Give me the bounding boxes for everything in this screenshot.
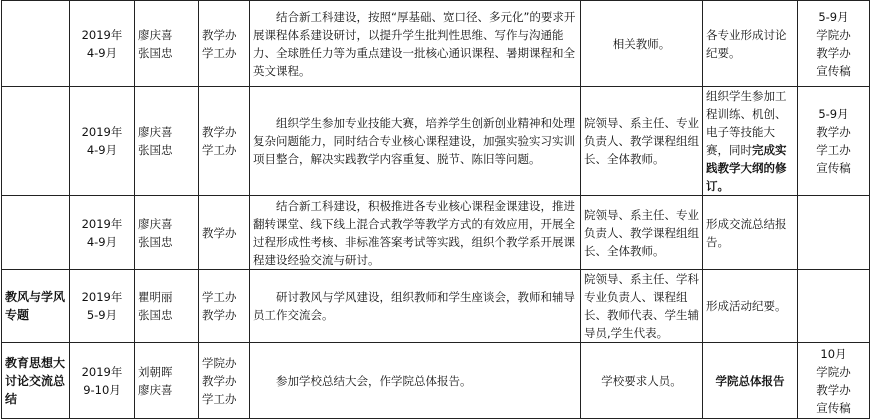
owner-name: 刘朝晖 <box>138 364 173 379</box>
owner-name: 廖庆喜 <box>138 382 173 397</box>
time-months: 5-9月 <box>86 308 118 322</box>
owner-name: 张国忠 <box>138 143 173 157</box>
owner-name: 瞿明丽 <box>138 290 173 304</box>
time-year: 2019年 <box>81 27 123 42</box>
plan-table <box>1 0 870 419</box>
time-cell <box>70 270 135 343</box>
publicity-line: 教学办 <box>816 45 851 60</box>
time-cell <box>70 196 135 270</box>
publicity-cell <box>798 270 870 343</box>
time-year: 2019年 <box>81 290 123 304</box>
outcome-cell <box>703 87 798 196</box>
time-year: 2019年 <box>81 216 123 231</box>
category-cell <box>2 87 70 196</box>
owner-cell <box>135 270 199 343</box>
publicity-line: 5-9月 <box>818 107 849 121</box>
participants-cell: 院领导、系主任、学科专业负责人、课程组长、教师代表、学生辅导员,学生代表。 <box>581 270 703 343</box>
outcome-text: 形成活动纪要。 <box>706 299 787 313</box>
dept-cell <box>199 343 250 419</box>
dept-name: 教学办 <box>202 27 237 42</box>
dept-cell <box>199 270 250 343</box>
outcome-bold-text: 完成实践教学大纲的修订。 <box>706 143 787 193</box>
owner-name: 廖庆喜 <box>138 27 173 42</box>
content-cell: 参加学校总结大会，作学院总体报告。 <box>250 343 581 419</box>
table-row <box>2 270 870 343</box>
dept-name: 学院办 <box>202 355 237 370</box>
dept-name: 教学办 <box>202 308 237 322</box>
time-months: 4-9月 <box>86 234 118 249</box>
owner-name: 张国忠 <box>138 234 173 249</box>
time-cell <box>70 343 135 419</box>
owner-name: 张国忠 <box>138 45 173 60</box>
publicity-line: 宣传稿 <box>816 161 851 175</box>
publicity-line: 学院办 <box>816 27 851 42</box>
dept-name: 教学办 <box>202 373 237 388</box>
content-cell: 结合新工科建设，积极推进各专业核心课程金课建设，推进翻转课堂、线下线上混合式教学等教学方式的有效应用，开展全过程形成性考核、非标准答案考试等实践，组织个教学系开展课程建设经验交流与研讨。 <box>250 196 581 270</box>
content-cell: 结合新工科建设，按照“厚基础、宽口径、多元化”的要求开展课程体系建设研讨，以提升学生批判性思维、写作与沟通能力、全球胜任力等为重点建设一批核心通识课程、暑期课程和全英文课程。 <box>250 1 581 87</box>
owner-cell <box>135 1 199 87</box>
publicity-line: 教学办 <box>816 382 851 397</box>
dept-cell <box>199 196 250 270</box>
owner-cell <box>135 343 199 419</box>
owner-name: 廖庆喜 <box>138 216 173 231</box>
category-cell: 教风与学风专题 <box>2 270 70 343</box>
outcome-text: 组织学生参加工程训练、机创、电子等技能大赛，同时 <box>706 89 787 157</box>
dept-name: 学工办 <box>202 391 237 406</box>
outcome-cell <box>703 343 798 419</box>
participants-cell: 院领导、系主任、专业负责人、教学课程组组长、全体教师。 <box>581 196 703 270</box>
table-row <box>2 343 870 419</box>
time-year: 2019年 <box>81 125 123 139</box>
publicity-line: 学院办 <box>816 364 851 379</box>
table-row <box>2 1 870 87</box>
category-cell <box>2 1 70 87</box>
publicity-line: 教学办 <box>816 125 851 139</box>
publicity-line: 学工办 <box>816 143 851 157</box>
outcome-text: 形成交流总结报告。 <box>706 216 787 249</box>
dept-cell <box>199 87 250 196</box>
participants-cell: 相关教师。 <box>581 1 703 87</box>
publicity-line: 10月 <box>820 346 847 361</box>
outcome-text: 各专业形成讨论纪要。 <box>706 27 787 60</box>
dept-name: 学工办 <box>202 143 237 157</box>
time-cell <box>70 87 135 196</box>
dept-name: 学工办 <box>202 45 237 60</box>
table-row <box>2 87 870 196</box>
dept-name: 教学办 <box>202 225 237 240</box>
dept-name: 学工办 <box>202 290 237 304</box>
dept-name: 教学办 <box>202 125 237 139</box>
outcome-cell <box>703 196 798 270</box>
owner-name: 张国忠 <box>138 308 173 322</box>
outcome-bold-text: 学院总体报告 <box>715 373 785 388</box>
publicity-line: 宣传稿 <box>816 400 851 415</box>
table-row <box>2 196 870 270</box>
time-cell <box>70 1 135 87</box>
participants-cell: 学校要求人员。 <box>581 343 703 419</box>
outcome-cell <box>703 1 798 87</box>
time-months: 9-10月 <box>83 382 121 397</box>
publicity-cell <box>798 1 870 87</box>
content-cell: 组织学生参加专业技能大赛，培养学生创新创业精神和处理复杂问题能力，同时结合专业核心课程建设，加强实验实习实训项目整合，解决实践教学内容重复、脱节、陈旧等问题。 <box>250 87 581 196</box>
time-months: 4-9月 <box>86 143 118 157</box>
category-cell <box>2 196 70 270</box>
participants-cell: 院领导、系主任、专业负责人、教学课程组组长、全体教师。 <box>581 87 703 196</box>
category-cell: 教育思想大讨论交流总结 <box>2 343 70 419</box>
publicity-line: 5-9月 <box>818 9 849 24</box>
dept-cell <box>199 1 250 87</box>
publicity-cell <box>798 87 870 196</box>
owner-name: 廖庆喜 <box>138 125 173 139</box>
owner-cell <box>135 87 199 196</box>
owner-cell <box>135 196 199 270</box>
outcome-cell <box>703 270 798 343</box>
publicity-cell <box>798 343 870 419</box>
content-cell: 研讨教风与学风建设，组织教师和学生座谈会，教师和辅导员工作交流会。 <box>250 270 581 343</box>
publicity-cell <box>798 196 870 270</box>
time-year: 2019年 <box>81 364 123 379</box>
publicity-line: 宣传稿 <box>816 63 851 78</box>
time-months: 4-9月 <box>86 45 118 60</box>
